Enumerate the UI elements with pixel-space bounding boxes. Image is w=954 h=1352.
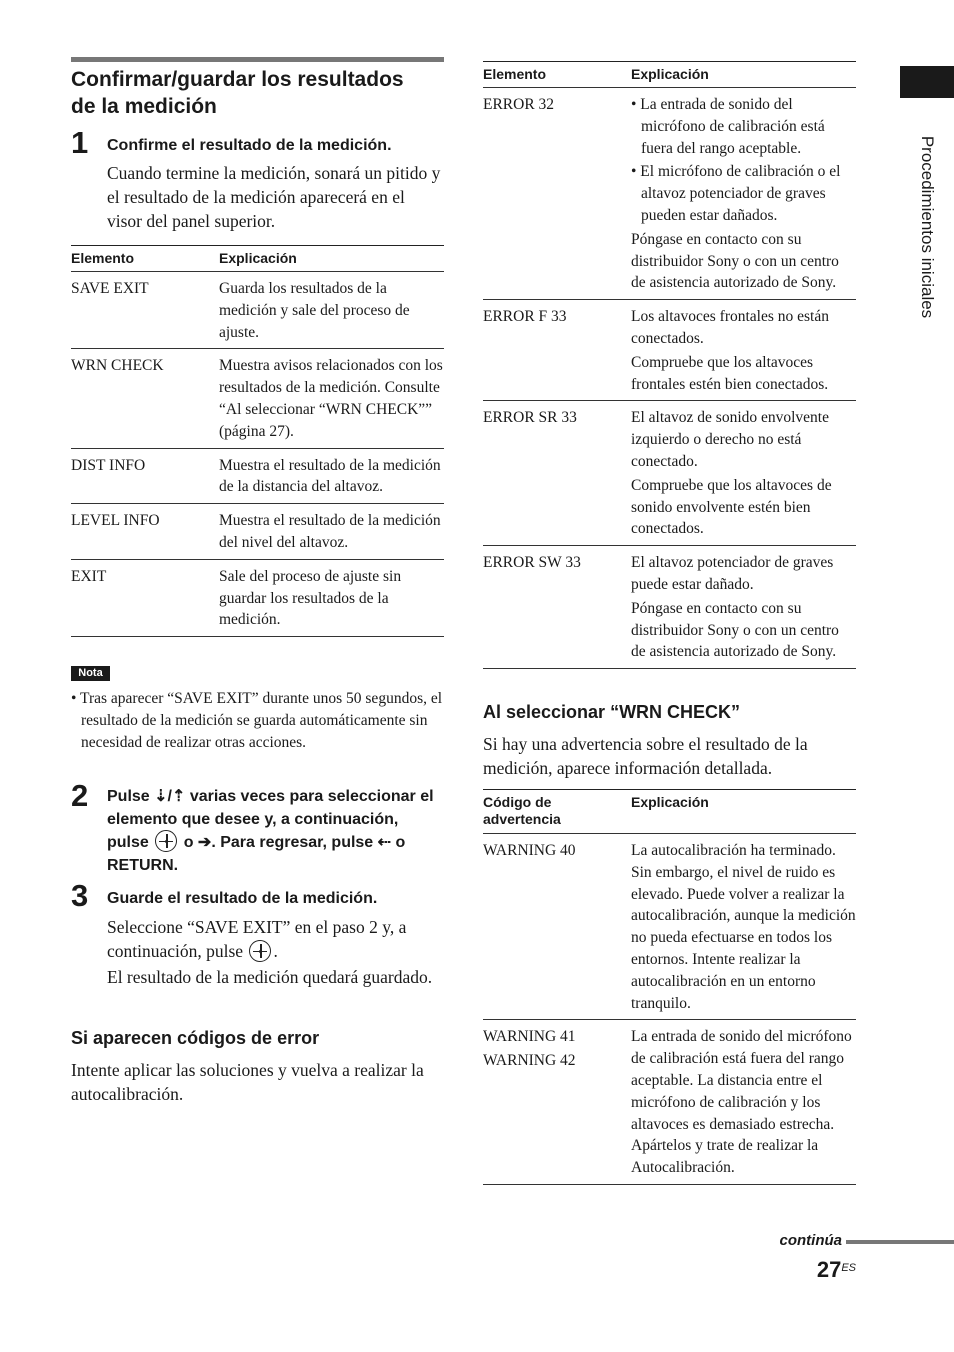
- warning-code: WARNING 42: [483, 1052, 576, 1070]
- cell-explanation: Guarda los resultados de la medición y sale del proceso de ajuste.: [219, 272, 444, 349]
- step-title-part: o ➔. Para regresar, pulse ⇠ o RETURN.: [107, 834, 406, 874]
- explanation-line: Los altavoces frontales no están conectados.: [631, 308, 829, 347]
- warning-codes-table: [483, 789, 856, 1185]
- header-explanation: Explicación: [219, 246, 444, 272]
- step-title: [107, 785, 444, 877]
- cell-item: LEVEL INFO: [71, 504, 219, 560]
- side-tab-label: Procedimientos iniciales: [918, 135, 937, 319]
- step-title-part: Pulse ⇣/⇡ varias veces para seleccionar el elemento que desee y, a continuación, pulse: [107, 788, 434, 851]
- cell-explanation: La entrada de sonido del micrófono de calibración está fuera del rango aceptable. La distancia entre el micrófono de calibración y los altavoces es demasiado estrecha. Apártelos y trate de realizar la Autocalibración.: [631, 1020, 856, 1185]
- explanation-line: El altavoz potenciador de graves puede estar dañado.: [631, 554, 834, 593]
- side-tab-block: [900, 66, 954, 98]
- table-row: [71, 272, 444, 349]
- table-row: [71, 448, 444, 504]
- header-item: Código de advertencia: [483, 790, 631, 834]
- warning-code: WARNING 41: [483, 1028, 576, 1046]
- wrn-heading: Al seleccionar “WRN CHECK”: [483, 702, 741, 722]
- table-row: [483, 401, 856, 546]
- step-number: 3: [71, 878, 89, 913]
- results-table: [71, 245, 444, 637]
- error-codes-table: [483, 61, 856, 669]
- table-header-row: [483, 790, 856, 834]
- step-body-part: Seleccione “SAVE EXIT” en el paso 2 y, a continuación, pulse: [107, 917, 407, 961]
- step-body: Cuando termine la medición, sonará un pitido y el resultado de la medición aparecerá en el visor del panel superior.: [107, 163, 441, 231]
- cell-item: ERROR SR 33: [483, 401, 631, 546]
- cell-explanation: Muestra el resultado de la medición del nivel del altavoz.: [219, 504, 444, 560]
- cell-item: SAVE EXIT: [71, 272, 219, 349]
- warning-code: WARNING 40: [483, 842, 576, 859]
- section-title: Confirmar/guardar los resultados de la medición: [71, 68, 404, 118]
- header-item: Elemento: [71, 246, 219, 272]
- step-body-part: .: [273, 941, 278, 961]
- table-header-row: [71, 246, 444, 272]
- header-item: Elemento: [483, 62, 631, 88]
- enter-button-icon: [249, 940, 271, 962]
- cell-item: EXIT: [71, 559, 219, 636]
- step-title: Confirme el resultado de la medición.: [107, 137, 392, 154]
- table-header-row: [483, 62, 856, 88]
- continues-rule: [846, 1240, 954, 1244]
- note-text: • Tras aparecer “SAVE EXIT” durante unos 50 segundos, el resultado de la medición se guarda automáticamente sin necesidad de realizar otras acciones.: [71, 690, 443, 751]
- step-body: [107, 915, 444, 964]
- table-row: [483, 546, 856, 669]
- explanation-line: Póngase en contacto con su distribuidor Sony o con un centro de asistencia autorizado de Sony.: [631, 230, 839, 292]
- table-row: [483, 300, 856, 401]
- cell-explanation: [631, 546, 856, 669]
- explanation-line: Compruebe que los altavoces frontales estén bien conectados.: [631, 353, 829, 393]
- cell-explanation: Muestra el resultado de la medición de la distancia del altavoz.: [219, 448, 444, 504]
- header-explanation: Explicación: [631, 62, 856, 88]
- table-row: [71, 504, 444, 560]
- bullet-line: • El micrófono de calibración o el altavoz potenciador de graves pueden estar dañados.: [631, 163, 841, 224]
- wrn-intro: Si hay una advertencia sobre el resultado de la medición, aparece información detallada.: [483, 734, 808, 778]
- table-row: [483, 1020, 856, 1185]
- cell-explanation: La autocalibración ha terminado. Sin embargo, el nivel de ruido es elevado. Puede volver a realizar la autocalibración, aunque la medición no pueda efectuarse en todos los entornos. Intente realizar la autocalibración en un entorno tranquilo.: [631, 834, 856, 1020]
- table-row: [71, 349, 444, 448]
- continues-label: continúa: [779, 1232, 842, 1249]
- step-title: Guarde el resultado de la medición.: [107, 890, 378, 907]
- header-explanation: Explicación: [631, 790, 856, 834]
- cell-explanation: Muestra avisos relacionados con los resultados de la medición. Consulte “Al seleccionar “WRN CHECK”” (página 27).: [219, 349, 444, 448]
- cell-item: ERROR SW 33: [483, 546, 631, 669]
- table-row: [483, 834, 856, 1020]
- explanation-line: Póngase en contacto con su distribuidor Sony o con un centro de asistencia autorizado de Sony.: [631, 599, 839, 661]
- error-intro: Intente aplicar las soluciones y vuelva a realizar la autocalibración.: [71, 1060, 424, 1104]
- cell-item: DIST INFO: [71, 448, 219, 504]
- step-body-2: El resultado de la medición quedará guardado.: [107, 967, 433, 987]
- cell-item: ERROR F 33: [483, 300, 631, 401]
- cell-explanation: [631, 88, 856, 300]
- note-badge: Nota: [71, 666, 110, 681]
- page-number-value: 27: [816, 1257, 842, 1282]
- bullet-line: • La entrada de sonido del micrófono de calibración está fuera del rango aceptable.: [631, 96, 825, 157]
- cell-explanation: [631, 300, 856, 401]
- cell-explanation: Sale del proceso de ajuste sin guardar los resultados de la medición.: [219, 559, 444, 636]
- error-heading: Si aparecen códigos de error: [71, 1028, 320, 1048]
- table-row: [71, 559, 444, 636]
- table-row: [483, 88, 856, 300]
- step-number: 1: [71, 125, 89, 160]
- explanation-line: El altavoz de sonido envolvente izquierdo o derecho no está conectado.: [631, 409, 829, 470]
- section-rule: [71, 57, 444, 62]
- explanation-line: Compruebe que los altavoces de sonido envolvente estén bien conectados.: [631, 476, 832, 538]
- cell-explanation: [631, 401, 856, 546]
- page-number: [760, 1256, 856, 1284]
- page-suffix: ES: [841, 1262, 856, 1274]
- enter-button-icon: [155, 830, 177, 852]
- cell-item: WRN CHECK: [71, 349, 219, 448]
- step-number: 2: [71, 778, 89, 813]
- cell-item: ERROR 32: [483, 88, 631, 300]
- cell-item: [483, 1020, 631, 1185]
- cell-item: [483, 834, 631, 1020]
